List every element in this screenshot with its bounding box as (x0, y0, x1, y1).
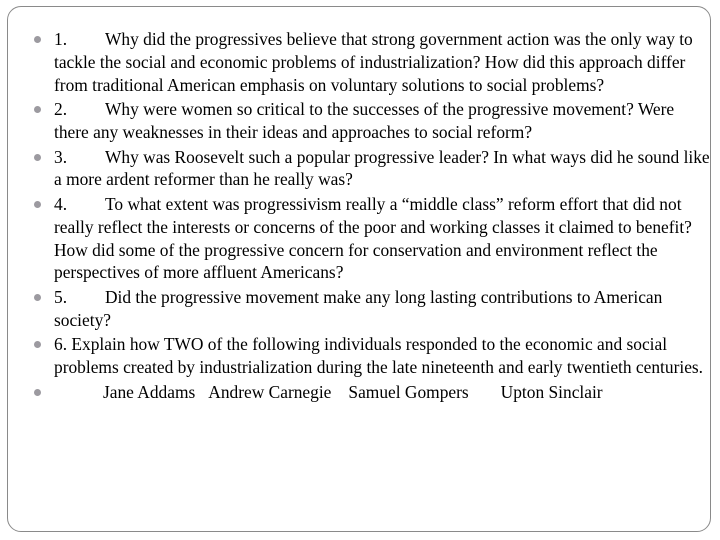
list-item-question-4 (34, 193, 712, 284)
question-number: 5. (54, 286, 68, 307)
bullet-icon (34, 341, 41, 348)
question-text: Did the progressive movement make any long lasting contributions to American society? (54, 286, 663, 330)
list-item-question-1 (34, 28, 712, 96)
question-number: 6. (54, 334, 68, 355)
question-text: To what extent was progressivism really a “middle class” reform effort that did not really reflect the interests or concerns of the poor and working classes it claimed to benefit? How did some of the progressive concern for conservation and environment reflect the perspectives of more affluent Americans? (54, 193, 692, 283)
bullet-icon (34, 201, 41, 208)
question-number: 1. (54, 29, 68, 49)
bullet-icon (34, 154, 41, 161)
individual-name: Andrew Carnegie (208, 381, 332, 402)
question-list (34, 28, 712, 405)
list-item-question-2 (34, 98, 712, 144)
list-item-question-6 (34, 333, 712, 379)
question-text: Why did the progressives believe that strong government action was the only way to tackle the social and economic problems of industrialization? How did this approach differ from traditional American emphasis on voluntary solutions to social problems? (54, 29, 693, 95)
individuals-line (54, 382, 603, 402)
list-item-question-5 (34, 286, 712, 332)
bullet-icon (34, 36, 41, 43)
list-item-question-3 (34, 146, 712, 192)
individual-name: Samuel Gompers (348, 381, 469, 402)
bullet-icon (34, 294, 41, 301)
bullet-icon (34, 389, 41, 396)
individual-name: Jane Addams (103, 381, 196, 402)
question-number: 4. (54, 193, 68, 214)
question-number: 2. (54, 99, 68, 120)
question-number: 3. (54, 146, 68, 167)
individual-name: Upton Sinclair (500, 381, 603, 402)
question-text: Why was Roosevelt such a popular progressive leader? In what ways did he sound like a more ardent reformer than he really was? (54, 146, 710, 190)
question-text: Why were women so critical to the successes of the progressive movement? Were there any weaknesses in their ideas and approaches to social reform? (54, 99, 675, 142)
bullet-icon (34, 106, 41, 113)
list-item-individuals (34, 381, 712, 404)
question-text: Explain how TWO of the following individuals responded to the economic and social problems created by industrialization during the late nineteenth and early twentieth centuries. (54, 334, 704, 378)
